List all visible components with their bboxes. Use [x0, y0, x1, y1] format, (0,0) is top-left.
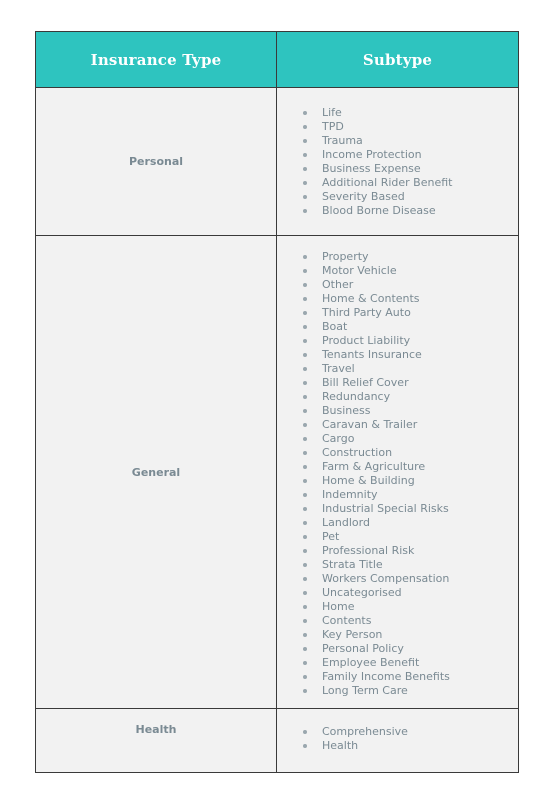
- bullet-icon: [303, 689, 307, 693]
- bullet-icon: [303, 381, 307, 385]
- subtype-cell-personal: [277, 88, 519, 236]
- bullet-icon: [303, 325, 307, 329]
- bullet-icon: [303, 479, 307, 483]
- list-item: [303, 264, 518, 278]
- subtype-list: [277, 106, 518, 218]
- subtype-label: Third Party Auto: [322, 306, 411, 319]
- bullet-icon: [303, 521, 307, 525]
- list-item: [303, 404, 518, 418]
- bullet-icon: [303, 647, 307, 651]
- subtype-label: Property: [322, 250, 369, 263]
- subtype-cell-general: [277, 236, 519, 709]
- list-item: [303, 488, 518, 502]
- subtype-label: Other: [322, 278, 354, 291]
- bullet-icon: [303, 395, 307, 399]
- subtype-label: Indemnity: [322, 488, 378, 501]
- table-row: [36, 88, 519, 236]
- list-item: [303, 502, 518, 516]
- subtype-label: Landlord: [322, 516, 370, 529]
- table-row: [36, 709, 519, 773]
- list-item: [303, 334, 518, 348]
- list-item: [303, 292, 518, 306]
- subtype-label: Pet: [322, 530, 340, 543]
- subtype-label: Construction: [322, 446, 393, 459]
- list-item: [303, 162, 518, 176]
- list-item: [303, 446, 518, 460]
- list-item: [303, 120, 518, 134]
- bullet-icon: [303, 493, 307, 497]
- subtype-label: Strata Title: [322, 558, 383, 571]
- bullet-icon: [303, 255, 307, 259]
- list-item: [303, 460, 518, 474]
- subtype-label: Business: [322, 404, 371, 417]
- bullet-icon: [303, 339, 307, 343]
- list-item: [303, 376, 518, 390]
- list-item: [303, 516, 518, 530]
- list-item: [303, 642, 518, 656]
- bullet-icon: [303, 633, 307, 637]
- list-item: [303, 134, 518, 148]
- type-cell-personal: Personal: [36, 88, 277, 236]
- subtype-label: Health: [322, 738, 359, 752]
- bullet-icon: [303, 167, 307, 171]
- bullet-icon: [303, 181, 307, 185]
- list-item: [303, 474, 518, 488]
- bullet-icon: [303, 563, 307, 567]
- subtype-label: Professional Risk: [322, 544, 415, 557]
- list-item: [303, 739, 518, 753]
- bullet-icon: [303, 507, 307, 511]
- subtype-label: Home & Building: [322, 474, 415, 487]
- subtype-label: Boat: [322, 320, 348, 333]
- bullet-icon: [303, 423, 307, 427]
- subtype-label: Redundancy: [322, 390, 391, 403]
- list-item: [303, 320, 518, 334]
- subtype-label: Income Protection: [322, 147, 422, 161]
- bullet-icon: [303, 409, 307, 413]
- bullet-icon: [303, 451, 307, 455]
- bullet-icon: [303, 139, 307, 143]
- list-item: [303, 628, 518, 642]
- list-item: [303, 148, 518, 162]
- list-item: [303, 656, 518, 670]
- bullet-icon: [303, 153, 307, 157]
- subtype-label: Farm & Agriculture: [322, 460, 426, 473]
- list-item: [303, 725, 518, 739]
- bullet-icon: [303, 605, 307, 609]
- list-item: [303, 614, 518, 628]
- table-header-row: [36, 32, 519, 88]
- subtype-cell-health: [277, 709, 519, 773]
- bullet-icon: [303, 661, 307, 665]
- subtype-label: Travel: [322, 362, 355, 375]
- subtype-label: Comprehensive: [322, 724, 408, 738]
- subtype-label: Blood Borne Disease: [322, 203, 436, 217]
- list-item: [303, 190, 518, 204]
- list-item: [303, 572, 518, 586]
- subtype-label: Contents: [322, 614, 372, 627]
- header-subtype: Subtype: [277, 32, 519, 88]
- table-row: [36, 236, 519, 709]
- list-item: [303, 586, 518, 600]
- list-item: [303, 670, 518, 684]
- bullet-icon: [303, 269, 307, 273]
- subtype-list: [277, 725, 518, 753]
- subtype-label: Cargo: [322, 432, 355, 445]
- subtype-label: Employee Benefit: [322, 656, 420, 669]
- list-item: [303, 106, 518, 120]
- bullet-icon: [303, 465, 307, 469]
- list-item: [303, 544, 518, 558]
- bullet-icon: [303, 353, 307, 357]
- list-item: [303, 250, 518, 264]
- list-item: [303, 204, 518, 218]
- type-cell-general: General: [36, 236, 277, 709]
- bullet-icon: [303, 730, 307, 734]
- subtype-label: Long Term Care: [322, 684, 408, 697]
- list-item: [303, 558, 518, 572]
- list-item: [303, 684, 518, 698]
- bullet-icon: [303, 209, 307, 213]
- subtype-label: Home: [322, 600, 355, 613]
- bullet-icon: [303, 125, 307, 129]
- bullet-icon: [303, 195, 307, 199]
- bullet-icon: [303, 535, 307, 539]
- subtype-label: Severity Based: [322, 189, 405, 203]
- list-item: [303, 278, 518, 292]
- list-item: [303, 176, 518, 190]
- list-item: [303, 432, 518, 446]
- subtype-label: TPD: [322, 119, 344, 133]
- subtype-label: Tenants Insurance: [322, 348, 422, 361]
- subtype-label: Bill Relief Cover: [322, 376, 409, 389]
- subtype-label: Workers Compensation: [322, 572, 450, 585]
- subtype-label: Key Person: [322, 628, 383, 641]
- bullet-icon: [303, 283, 307, 287]
- subtype-label: Caravan & Trailer: [322, 418, 418, 431]
- header-insurance-type: Insurance Type: [36, 32, 277, 88]
- bullet-icon: [303, 549, 307, 553]
- list-item: [303, 306, 518, 320]
- subtype-label: Additional Rider Benefit: [322, 175, 453, 189]
- subtype-label: Personal Policy: [322, 642, 404, 655]
- subtype-label: Home & Contents: [322, 292, 420, 305]
- bullet-icon: [303, 744, 307, 748]
- list-item: [303, 600, 518, 614]
- bullet-icon: [303, 675, 307, 679]
- subtype-label: Family Income Benefits: [322, 670, 450, 683]
- list-item: [303, 530, 518, 544]
- subtype-label: Uncategorised: [322, 586, 402, 599]
- list-item: [303, 390, 518, 404]
- bullet-icon: [303, 311, 307, 315]
- subtype-label: Business Expense: [322, 161, 421, 175]
- subtype-list: [277, 250, 518, 698]
- list-item: [303, 348, 518, 362]
- bullet-icon: [303, 367, 307, 371]
- list-item: [303, 362, 518, 376]
- bullet-icon: [303, 591, 307, 595]
- subtype-label: Trauma: [322, 133, 363, 147]
- subtype-label: Product Liability: [322, 334, 411, 347]
- subtype-label: Motor Vehicle: [322, 264, 397, 277]
- bullet-icon: [303, 437, 307, 441]
- bullet-icon: [303, 297, 307, 301]
- bullet-icon: [303, 619, 307, 623]
- list-item: [303, 418, 518, 432]
- insurance-table: [35, 31, 519, 773]
- subtype-label: Industrial Special Risks: [322, 502, 449, 515]
- bullet-icon: [303, 577, 307, 581]
- subtype-label: Life: [322, 105, 342, 119]
- type-cell-health: Health: [36, 709, 277, 773]
- bullet-icon: [303, 111, 307, 115]
